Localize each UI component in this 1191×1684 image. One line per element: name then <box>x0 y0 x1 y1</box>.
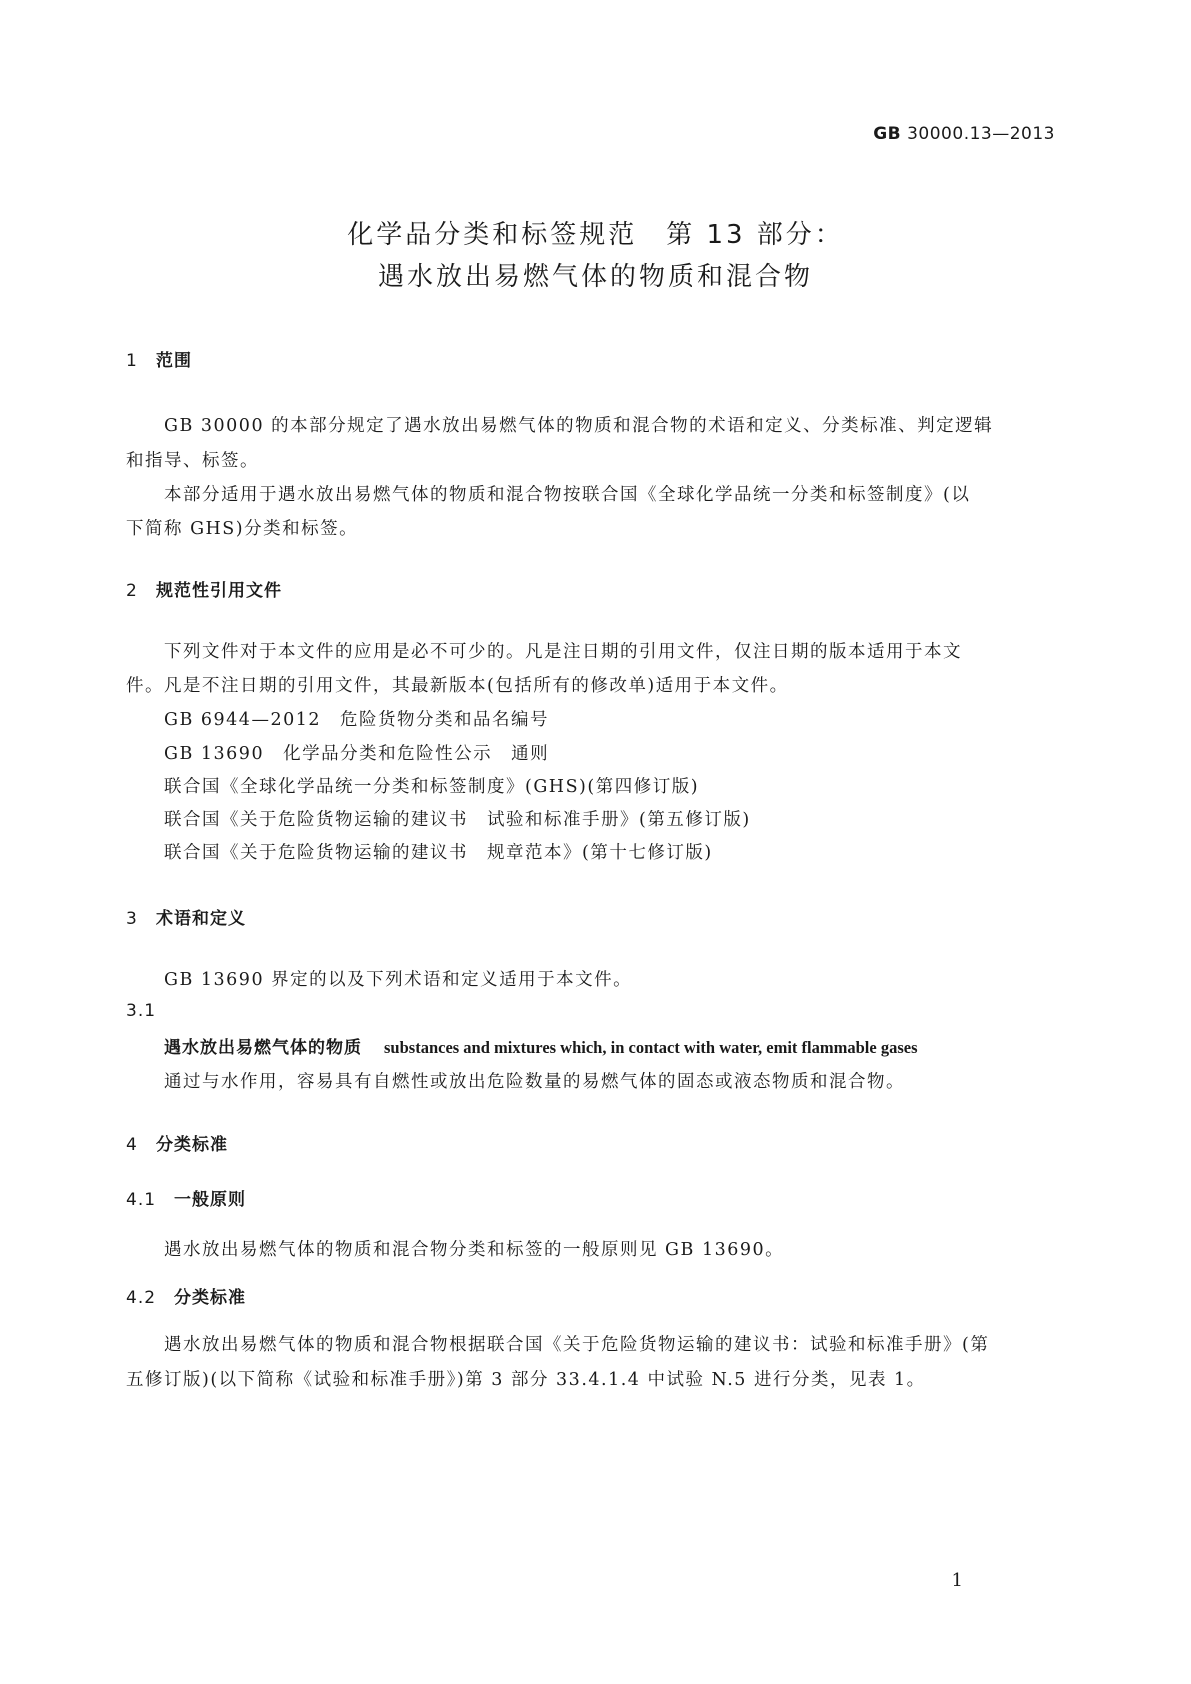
section-2-title: 规范性引用文件 <box>156 581 282 601</box>
subsection-4-2-heading <box>126 1283 246 1308</box>
section-3-paragraph: GB 13690 界定的以及下列术语和定义适用于本文件。 <box>164 970 633 990</box>
section-1-number: 1 <box>126 351 138 371</box>
section-3-number: 3 <box>126 909 138 929</box>
reference-item: GB 13690 化学品分类和危险性公示 通则 <box>164 744 550 764</box>
subsection-4-1-heading <box>126 1185 246 1210</box>
reference-item: GB 6944—2012 危险货物分类和品名编号 <box>164 710 549 730</box>
subsection-4-2-paragraph-line-1: 遇水放出易燃气体的物质和混合物根据联合国《关于危险货物运输的建议书：试验和标准手册》(第 <box>164 1335 990 1355</box>
standard-code <box>873 124 1055 144</box>
section-2-paragraph-line-1: 下列文件对于本文件的应用是必不可少的。凡是注日期的引用文件，仅注日期的版本适用于本文 <box>164 642 962 662</box>
term-entry <box>164 1033 918 1058</box>
section-1-paragraph-1-line-1: GB 30000 的本部分规定了遇水放出易燃气体的物质和混合物的术语和定义、分类标准、判定逻辑 <box>164 416 994 436</box>
section-1-paragraph-2-line-2: 下简称 GHS)分类和标签。 <box>126 519 359 539</box>
section-2-number: 2 <box>126 581 138 601</box>
section-4-number: 4 <box>126 1135 138 1155</box>
reference-item: 联合国《关于危险货物运输的建议书 规章范本》(第十七修订版) <box>164 843 713 863</box>
document-title-line2: 遇水放出易燃气体的物质和混合物 <box>377 262 813 292</box>
term-number: 3.1 <box>126 1001 157 1021</box>
section-1-title: 范围 <box>156 351 192 371</box>
reference-item: 联合国《全球化学品统一分类和标签制度》(GHS)(第四修订版) <box>164 777 700 797</box>
section-2-heading <box>126 576 282 601</box>
page-number: 1 <box>951 1570 963 1591</box>
subsection-4-1-title: 一般原则 <box>174 1190 246 1210</box>
document-title-line1: 化学品分类和标签规范 第 13 部分： <box>347 220 844 250</box>
section-3-title: 术语和定义 <box>156 909 246 929</box>
section-1-heading <box>126 346 192 371</box>
standard-prefix: GB <box>873 124 902 144</box>
subsection-4-2-paragraph-line-2: 五修订版)(以下简称《试验和标准手册》)第 3 部分 33.4.1.4 中试验 N.5 进行分类，见表 1。 <box>126 1370 926 1390</box>
section-4-title: 分类标准 <box>156 1135 228 1155</box>
subsection-4-1-number: 4.1 <box>126 1190 157 1210</box>
term-english: substances and mixtures which, in contact with water, emit flammable gases <box>384 1038 918 1057</box>
term-chinese: 遇水放出易燃气体的物质 <box>164 1038 362 1058</box>
standard-number: 30000.13—2013 <box>907 124 1055 144</box>
subsection-4-2-number: 4.2 <box>126 1288 157 1308</box>
subsection-4-2-title: 分类标准 <box>174 1288 246 1308</box>
section-2-paragraph-line-2: 件。凡是不注日期的引用文件，其最新版本(包括所有的修改单)适用于本文件。 <box>126 676 789 696</box>
term-definition: 通过与水作用，容易具有自燃性或放出危险数量的易燃气体的固态或液态物质和混合物。 <box>164 1072 905 1092</box>
section-1-paragraph-1-line-2: 和指导、标签。 <box>126 451 259 471</box>
section-3-heading <box>126 904 246 929</box>
subsection-4-1-paragraph: 遇水放出易燃气体的物质和混合物分类和标签的一般原则见 GB 13690。 <box>164 1240 785 1260</box>
section-1-paragraph-2-line-1: 本部分适用于遇水放出易燃气体的物质和混合物按联合国《全球化学品统一分类和标签制度》(以 <box>164 485 971 505</box>
section-4-heading <box>126 1130 228 1155</box>
reference-item: 联合国《关于危险货物运输的建议书 试验和标准手册》(第五修订版) <box>164 810 751 830</box>
